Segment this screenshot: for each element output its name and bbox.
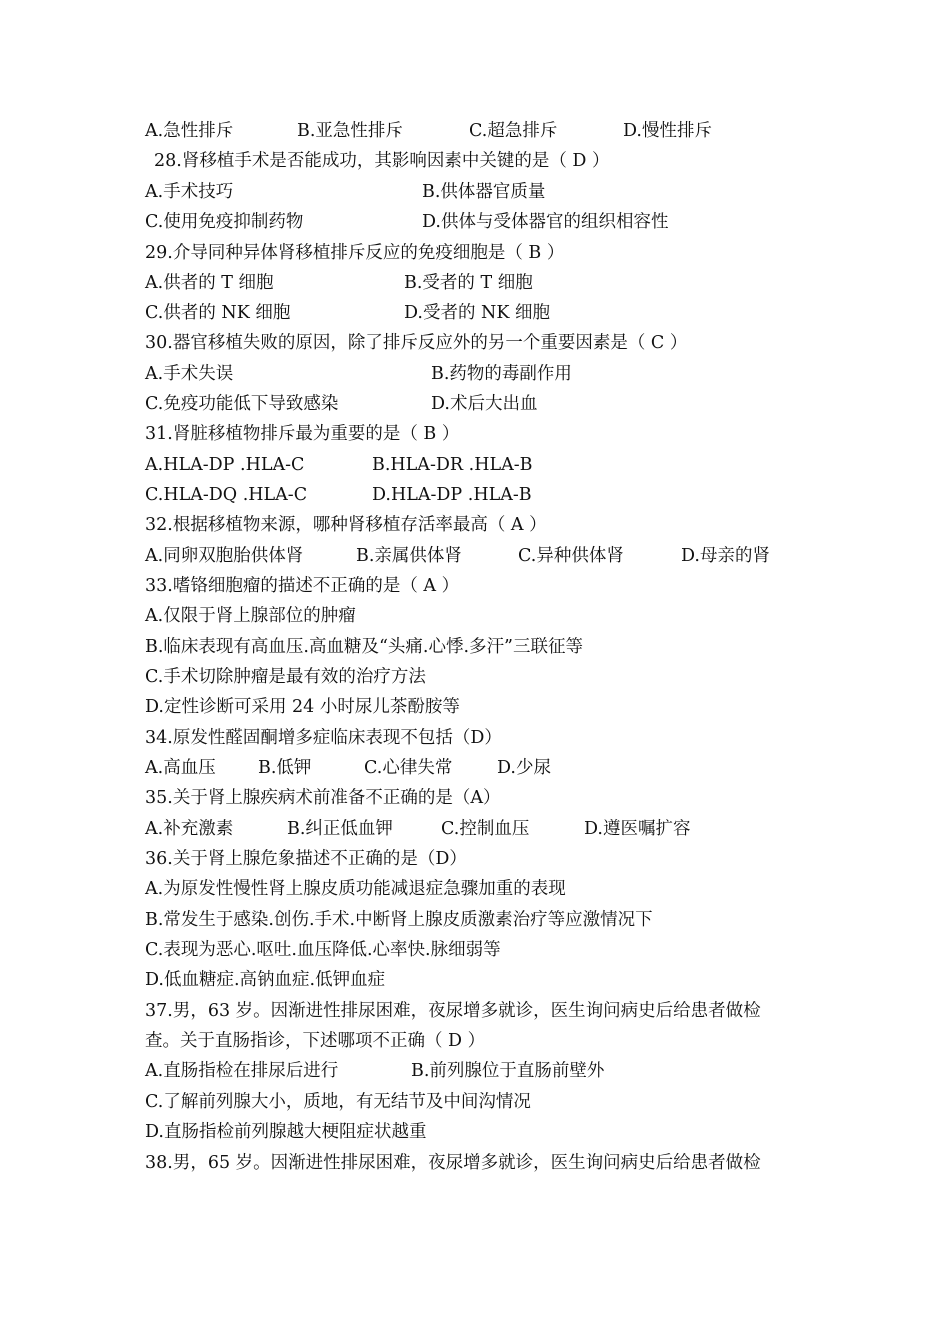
q27-option-a: A.急性排斥 (145, 121, 234, 141)
q28-option-d: D.供体与受体器官的组织相容性 (422, 212, 669, 232)
q33-option-a: A.仅限于肾上腺部位的肿瘤 (145, 606, 356, 626)
q30-option-c: C.免疫功能低下导致感染 (145, 394, 339, 414)
q35-option-a: A.补充激素 (145, 819, 234, 839)
q31-stem: 31.肾脏移植物排斥最为重要的是（ B ） (145, 424, 460, 444)
q32-stem: 32.根据移植物来源，哪种肾移植存活率最高（ A ） (145, 515, 547, 535)
q30-option-b: B.药物的毒副作用 (431, 364, 572, 384)
q35-stem: 35.关于肾上腺疾病术前准备不正确的是（A） (145, 788, 501, 808)
q31-option-c: C.HLA-DQ .HLA-C (145, 485, 308, 505)
q30-option-d: D.术后大出血 (431, 394, 538, 414)
q30-stem: 30.器官移植失败的原因，除了排斥反应外的另一个重要因素是（ C ） (145, 333, 688, 353)
q29-option-a: A.供者的 T 细胞 (145, 273, 274, 293)
q31-option-b: B.HLA-DR .HLA-B (372, 455, 533, 475)
q37-option-c: C.了解前列腺大小，质地，有无结节及中间沟情况 (145, 1092, 531, 1112)
q29-option-c: C.供者的 NK 细胞 (145, 303, 291, 323)
q34-option-a: A.高血压 (145, 758, 216, 778)
q27-option-b: B.亚急性排斥 (297, 121, 403, 141)
q33-option-b: B.临床表现有高血压.高血糖及“头痛.心悸.多汗”三联征等 (145, 637, 584, 657)
q37-option-d: D.直肠指检前列腺越大梗阻症状越重 (145, 1122, 427, 1142)
q37-stem-line1: 37.男，63 岁。因渐进性排尿困难，夜尿增多就诊，医生询问病史后给患者做检 (145, 1001, 761, 1021)
q29-option-b: B.受者的 T 细胞 (404, 273, 533, 293)
q32-option-b: B.亲属供体肾 (356, 546, 462, 566)
q32-option-c: C.异种供体肾 (518, 546, 624, 566)
q28-option-c: C.使用免疫抑制药物 (145, 212, 304, 232)
q36-stem: 36.关于肾上腺危象描述不正确的是（D） (145, 849, 467, 869)
q28-option-b: B.供体器官质量 (422, 182, 546, 202)
q29-option-d: D.受者的 NK 细胞 (404, 303, 550, 323)
q34-option-c: C.心律失常 (364, 758, 453, 778)
q31-option-a: A.HLA-DP .HLA-C (145, 455, 305, 475)
q32-option-a: A.同卵双胞胎供体肾 (145, 546, 304, 566)
q34-option-d: D.少尿 (497, 758, 551, 778)
q32-option-d: D.母亲的肾 (681, 546, 770, 566)
q33-option-d: D.定性诊断可采用 24 小时尿儿茶酚胺等 (145, 697, 460, 717)
q35-option-c: C.控制血压 (441, 819, 530, 839)
q35-option-d: D.遵医嘱扩容 (584, 819, 691, 839)
q38-stem-line1: 38.男，65 岁。因渐进性排尿困难，夜尿增多就诊，医生询问病史后给患者做检 (145, 1153, 761, 1173)
q36-option-c: C.表现为恶心.呕吐.血压降低.心率快.脉细弱等 (145, 940, 501, 960)
q33-stem: 33.嗜铬细胞瘤的描述不正确的是（ A ） (145, 576, 460, 596)
q27-option-d: D.慢性排斥 (623, 121, 712, 141)
q28-option-a: A.手术技巧 (145, 182, 234, 202)
q35-option-b: B.纠正低血钾 (287, 819, 393, 839)
q33-option-c: C.手术切除肿瘤是最有效的治疗方法 (145, 667, 426, 687)
q34-stem: 34.原发性醛固酮增多症临床表现不包括（D） (145, 728, 502, 748)
q27-option-c: C.超急排斥 (469, 121, 558, 141)
q30-option-a: A.手术失误 (145, 364, 234, 384)
q37-option-a: A.直肠指检在排尿后进行 (145, 1061, 339, 1081)
q36-option-b: B.常发生于感染.创伤.手术.中断肾上腺皮质激素治疗等应激情况下 (145, 910, 653, 930)
q28-stem: 28.肾移植手术是否能成功，其影响因素中关键的是（ D ） (154, 151, 610, 171)
q36-option-d: D.低血糖症.高钠血症.低钾血症 (145, 970, 386, 990)
q34-option-b: B.低钾 (258, 758, 312, 778)
q31-option-d: D.HLA-DP .HLA-B (372, 485, 532, 505)
q36-option-a: A.为原发性慢性肾上腺皮质功能减退症急骤加重的表现 (145, 879, 566, 899)
q37-option-b: B.前列腺位于直肠前壁外 (411, 1061, 605, 1081)
q29-stem: 29.介导同种异体肾移植排斥反应的免疫细胞是（ B ） (145, 243, 565, 263)
q37-stem-line2: 查。关于直肠指诊，下述哪项不正确（ D ） (145, 1031, 486, 1051)
